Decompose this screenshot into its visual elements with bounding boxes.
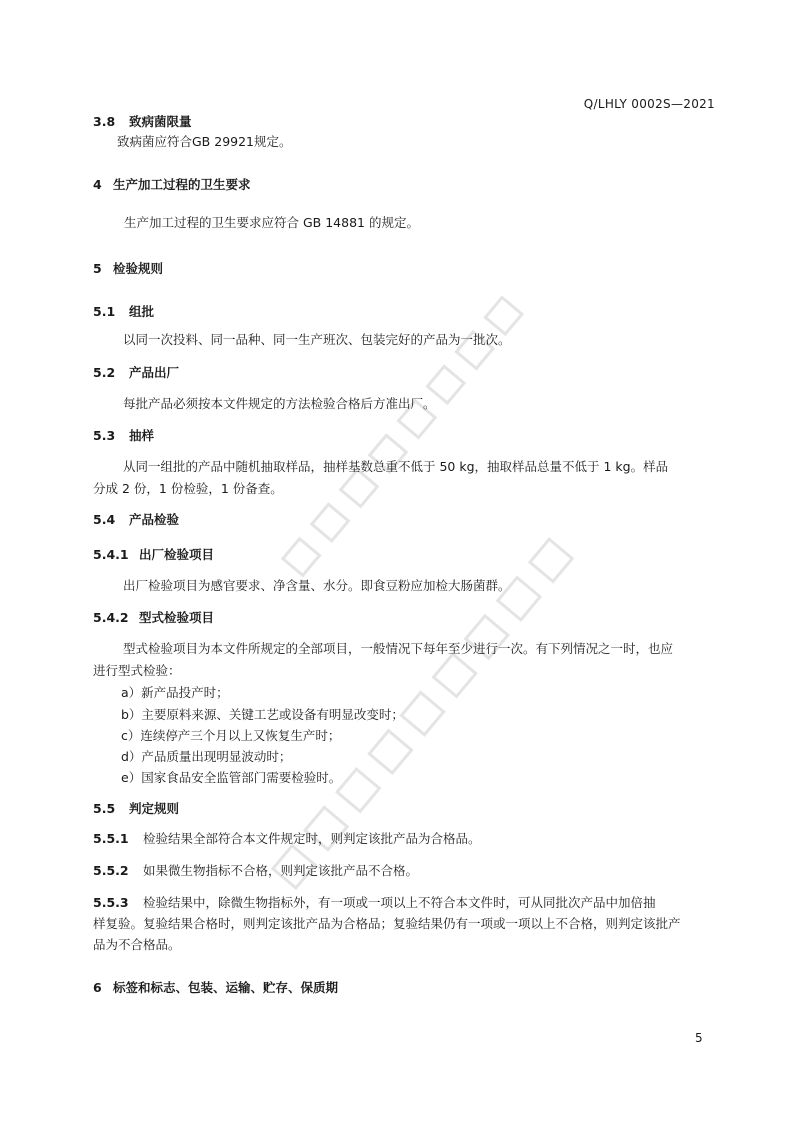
- section-5-1-heading: [93, 302, 154, 320]
- section-5-4-2-body-line-1: 型式检验项目为本文件所规定的全部项目，一般情况下每年至少进行一次。有下列情况之一时，也应: [123, 641, 674, 656]
- section-body: 如果微生物指标不合格，则判定该批产品不合格。: [143, 863, 419, 878]
- section-title: 标签和标志、包装、运输、贮存、保质期: [113, 980, 339, 995]
- standard-code: Q/LHLY 0002S—2021: [583, 97, 715, 111]
- section-5-5-3-line-2: 样复验。复验结果合格时，则判定该批产品为合格品；复验结果仍有一项或一项以上不合格，则判定该批产: [93, 916, 681, 931]
- section-5-heading: [93, 259, 163, 277]
- section-title: 抽样: [129, 428, 155, 443]
- section-5-4-2-heading: [93, 608, 214, 626]
- section-5-3-heading: [93, 426, 154, 444]
- section-title: 产品检验: [129, 512, 180, 527]
- section-title: 致病菌限量: [129, 114, 192, 129]
- list-item: a）新产品投产时；: [121, 685, 229, 700]
- section-4-heading: [93, 175, 251, 193]
- section-title: 判定规则: [129, 801, 180, 816]
- section-5-3-body-line-2: 分成 2 份，1 份检验，1 份备查。: [93, 481, 283, 496]
- section-number: 6: [93, 980, 102, 995]
- list-item: d）产品质量出现明显波动时；: [121, 749, 292, 764]
- section-5-5-heading: [93, 799, 179, 817]
- section-number: 5.2: [93, 365, 116, 380]
- section-5-5-2: [93, 861, 418, 879]
- section-5-4-2-body-line-2: 进行型式检验：: [93, 663, 181, 678]
- section-4-body: 生产加工过程的卫生要求应符合 GB 14881 的规定。: [124, 215, 419, 230]
- section-number: 4: [93, 177, 102, 192]
- section-title: 出厂检验项目: [139, 547, 215, 562]
- section-5-4-heading: [93, 510, 179, 528]
- section-5-4-1-body: 出厂检验项目为感官要求、净含量、水分。即食豆粉应加检大肠菌群。: [123, 578, 511, 593]
- section-5-5-1: [93, 829, 481, 847]
- section-title: 型式检验项目: [139, 610, 215, 625]
- section-5-2-body: 每批产品必须按本文件规定的方法检验合格后方准出厂。: [123, 396, 436, 411]
- section-body: 检验结果中，除微生物指标外，有一项或一项以上不符合本文件时，可从同批次产品中加倍抽: [143, 895, 656, 910]
- section-number: 5.5.1: [93, 831, 129, 846]
- section-number: 5: [93, 261, 102, 276]
- section-body: 检验结果全部符合本文件规定时，则判定该批产品为合格品。: [143, 831, 481, 846]
- section-number: 5.5: [93, 801, 116, 816]
- list-item: b）主要原料来源、关键工艺或设备有明显改变时；: [121, 707, 404, 722]
- section-title: 检验规则: [113, 261, 164, 276]
- section-number: 5.5.2: [93, 863, 129, 878]
- section-number: 5.1: [93, 304, 116, 319]
- section-title: 产品出厂: [129, 365, 180, 380]
- page-number: 5: [695, 1031, 703, 1045]
- section-5-4-1-heading: [93, 545, 214, 563]
- section-number: 5.3: [93, 428, 116, 443]
- section-number: 5.4.2: [93, 610, 129, 625]
- list-item: e）国家食品安全监管部门需要检验时。: [121, 770, 342, 785]
- section-5-3-body-line-1: 从同一组批的产品中随机抽取样品，抽样基数总重不低于 50 kg，抽取样品总量不低于 1 kg。样品: [123, 459, 669, 474]
- section-title: 组批: [129, 304, 155, 319]
- section-5-5-3-line-1: [93, 893, 656, 911]
- section-5-2-heading: [93, 363, 179, 381]
- list-item: c）连续停产三个月以上又恢复生产时；: [121, 728, 341, 743]
- section-5-1-body: 以同一次投料、同一品种、同一生产班次、包装完好的产品为一批次。: [123, 332, 511, 347]
- section-5-5-3-line-3: 品为不合格品。: [93, 937, 181, 952]
- section-3-8-heading: [93, 112, 192, 130]
- section-number: 5.4.1: [93, 547, 129, 562]
- section-number: 5.5.3: [93, 895, 129, 910]
- section-title: 生产加工过程的卫生要求: [113, 177, 251, 192]
- section-number: 3.8: [93, 114, 116, 129]
- section-6-heading: [93, 978, 338, 996]
- section-3-8-body: 致病菌应符合GB 29921规定。: [117, 134, 292, 149]
- section-number: 5.4: [93, 512, 116, 527]
